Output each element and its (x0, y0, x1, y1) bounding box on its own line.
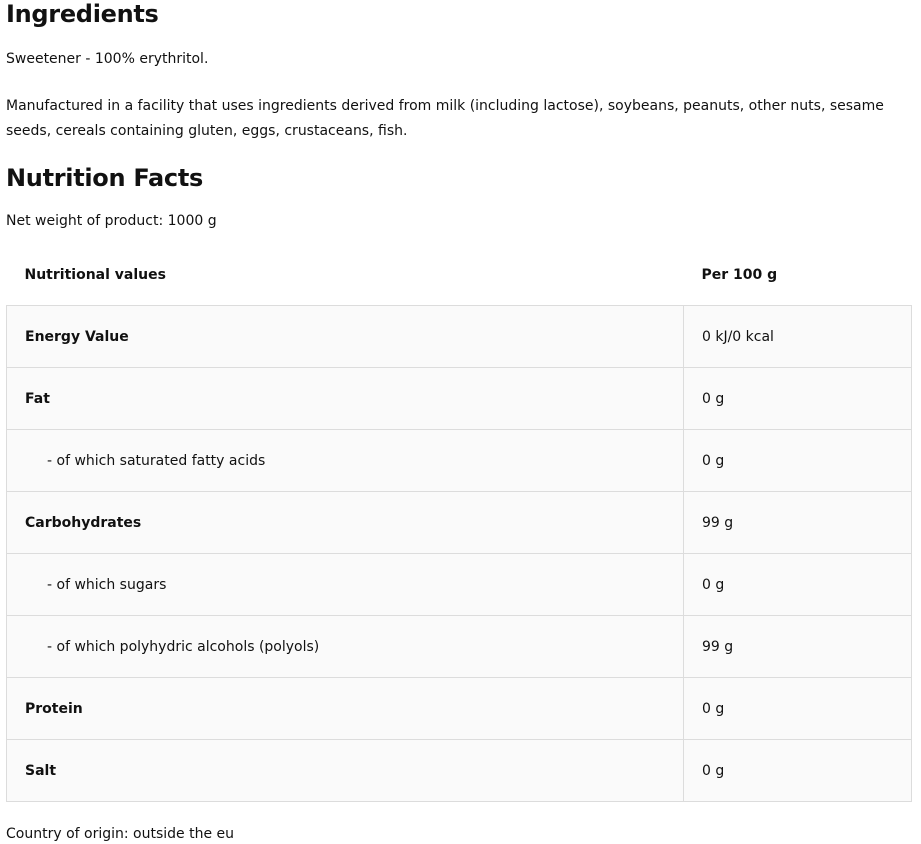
nutrition-table (6, 244, 912, 802)
column-header-nutritional-values: Nutritional values (7, 244, 684, 306)
nutrient-value: 0 g (684, 554, 912, 616)
table-row (7, 306, 912, 368)
table-row (7, 368, 912, 430)
column-header-per-100g: Per 100 g (684, 244, 912, 306)
nutrient-label: Salt (7, 740, 684, 802)
table-row (7, 492, 912, 554)
nutrient-label: Fat (7, 368, 684, 430)
table-row (7, 616, 912, 678)
nutrient-value: 0 g (684, 678, 912, 740)
ingredients-sweetener-text: Sweetener - 100% erythritol. (6, 51, 209, 67)
table-row (7, 430, 912, 492)
nutrient-value: 0 kJ/0 kcal (684, 306, 912, 368)
product-description (6, 0, 911, 844)
nutrient-value: 0 g (684, 740, 912, 802)
net-weight-text: Net weight of product: 1000 g (6, 213, 217, 229)
nutrient-label: Carbohydrates (7, 492, 684, 554)
table-row (7, 740, 912, 802)
ingredients-heading: Ingredients (6, 0, 159, 28)
nutrient-sub-label: - of which saturated fatty acids (7, 430, 684, 492)
nutrient-value: 0 g (684, 368, 912, 430)
nutrient-value: 0 g (684, 430, 912, 492)
table-row (7, 554, 912, 616)
nutrient-label: Protein (7, 678, 684, 740)
nutrient-value: 99 g (684, 492, 912, 554)
allergen-notice-text: Manufactured in a facility that uses ingredients derived from milk (including lactose), soybeans, peanuts, other nuts, sesame seeds, cereals containing gluten, eggs, crustaceans, fish. (6, 98, 884, 139)
nutrient-label: Energy Value (7, 306, 684, 368)
country-of-origin-text: Country of origin: outside the eu (6, 826, 235, 842)
table-row (7, 678, 912, 740)
nutrient-sub-label: - of which polyhydric alcohols (polyols) (7, 616, 684, 678)
nutrition-table-header-row (7, 244, 912, 306)
nutrient-sub-label: - of which sugars (7, 554, 684, 616)
nutrient-value: 99 g (684, 616, 912, 678)
nutrition-facts-heading: Nutrition Facts (6, 164, 204, 192)
